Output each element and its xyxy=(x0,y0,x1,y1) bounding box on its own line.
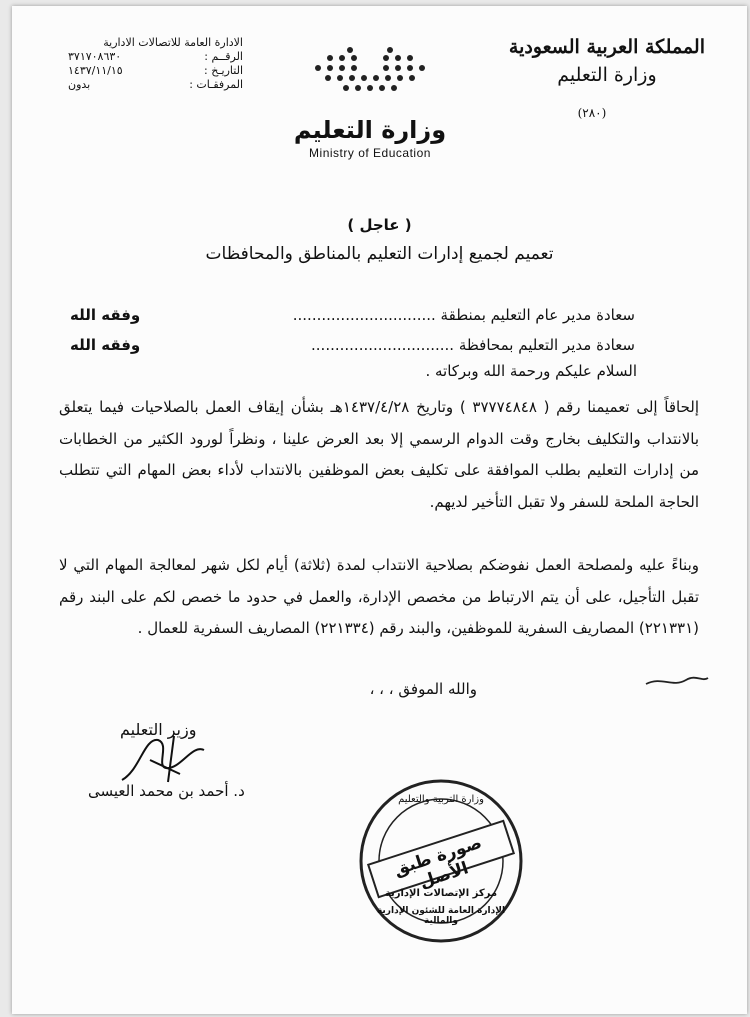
paragraph-1: إلحاقاً إلى تعميمنا رقم ( ٣٧٧٧٤٨٤٨ ) وتاريخ ١٤٣٧/٤/٢٨هـ بشأن إيقاف العمل بالصلاحيات فيما يتعلق بالانتداب والتكليف بخارج وقت الدوام الرسمي إلا بعد العرض علينا ، ونظراً لورود الكثير من الخطابات من إدارات التعليم بطلب الموافقة على تكليف بعض الموظفين بالانتداب لأداء بعض المهام التي تتطلب الحاجة الملحة للسفر ولا تقبل التأخير لديهم. xyxy=(59,398,699,511)
letter-page xyxy=(12,6,747,1014)
attachments-value: بدون xyxy=(68,78,91,91)
department-name: الادارة العامة للاتصالات الادارية xyxy=(103,36,243,49)
official-stamp xyxy=(356,776,526,946)
ref-label: الرقــم : xyxy=(204,50,243,63)
letter-number: (٢٨٠) xyxy=(577,106,607,120)
ministry-name: وزارة التعليم xyxy=(557,64,657,86)
logo-english-name: Ministry of Education xyxy=(309,146,431,160)
urgent-label: ( عاجل ) xyxy=(347,216,412,234)
date-value: ١٤٣٧/١١/١٥ xyxy=(68,64,123,77)
letterhead-right xyxy=(509,36,705,120)
stamp-center-text: صورة طبق الأصل xyxy=(391,832,485,893)
circular-title: تعميم لجميع إدارات التعليم بالمناطق والمحافظات xyxy=(205,244,554,264)
ref-value: ٣٧١٧٠٨٦٣٠ xyxy=(68,50,122,63)
paragraph-end-mark xyxy=(642,666,712,696)
blessing-1: وفقه الله xyxy=(70,306,141,324)
attachments-label: المرفقـات : xyxy=(189,78,243,91)
kingdom-name: المملكة العربية السعودية xyxy=(508,36,705,58)
logo-arabic-name: وزارة التعليم xyxy=(293,116,447,144)
addressee-2: سعادة مدير التعليم بمحافظة .............................. xyxy=(311,336,635,354)
stamp-bottom-text-2: الإدارة العامة للشئون الإدارية والمالية xyxy=(376,906,506,926)
addressee-1: سعادة مدير عام التعليم بمنطقة .............................. xyxy=(292,306,635,324)
reference-block xyxy=(68,36,243,92)
logo-dots-icon xyxy=(270,42,470,112)
signatory-name: د. أحمد بن محمد العيسى xyxy=(88,782,245,800)
blessing-2: وفقه الله xyxy=(70,336,141,354)
stamp-top-text: وزارة التربية والتعليم xyxy=(398,794,484,805)
stamp-bottom-text-1: مركز الإتصالات الإدارية xyxy=(384,888,498,899)
attachments-row xyxy=(68,78,243,92)
closing-line: والله الموفق ، ، ، xyxy=(369,680,477,698)
date-label: التاريـخ : xyxy=(204,64,243,77)
ref-row xyxy=(68,50,243,64)
signatory-title: وزير التعليم xyxy=(120,720,197,739)
greeting: السلام عليكم ورحمة الله وبركاته . xyxy=(425,362,637,380)
date-row xyxy=(68,64,243,78)
ministry-logo xyxy=(270,42,470,162)
handwritten-signature xyxy=(110,730,230,790)
paragraph-2: وبناءً عليه ولمصلحة العمل نفوضكم بصلاحية الانتداب لمدة (ثلاثة) أيام لكل شهر لمعالجة المهام التي لا تقبل التأجيل، على أن يتم الارتباط من مخصص الإدارة، والعمل في حدود ما خصص لكم على البند رقم (٢٢١٣٣١) المصاريف السفرية للموظفين، والبند رقم (٢٢١٣٣٤) المصاريف السفرية للعمال . xyxy=(59,556,699,638)
